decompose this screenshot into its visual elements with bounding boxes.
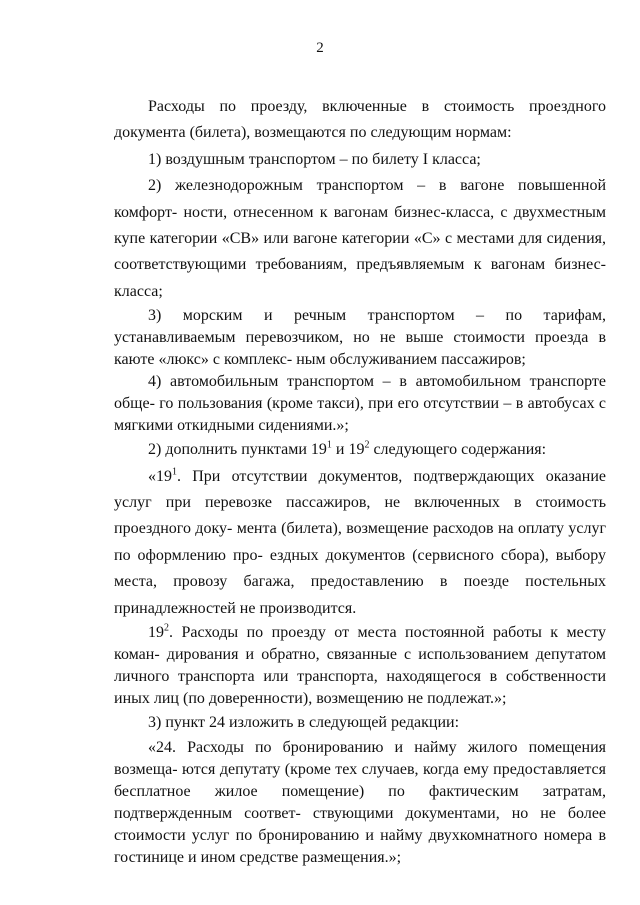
paragraph-air-transport: 1) воздушным транспортом – по билету I класса; [148,150,481,168]
paragraph-intro: Расходы по проезду, включенные в стоимость проездного документа (билета), возмещаются по следующим нормам: [114,98,606,142]
paragraph-sea-river-transport: 3) морским и речным транспортом – по тарифам, устанавливаемым перевозчиком, но не выше стоимости проезда в каюте «люкс» с комплекс- ным обслуживанием пассажиров; [114,307,606,369]
page-number: 2 [316,40,324,56]
paragraph-item-24: «24. Расходы по бронированию и найму жилого помещения возмеща- ются депутату (кроме тех случаев, когда ему предоставляется бесплатное жилое помещение) по фактическим затратам, подтвержденным соответ- ствующими документами, но не более стоимости услуг по бронированию и найму двухкомнатного номера в гостинице и ином средстве размещения.»; [114,738,607,866]
paragraph-item-19-2: $19^2$. Расходы по проезду от места постоянной работы к месту коман- дирования и обратно, связанные с использованием депутатом личного транспорта или транспорта, находящегося в собственности иных лиц (по доверенности), возмещению не подлежат.»; [114,622,607,708]
paragraph-item-24-heading: 3) пункт 24 изложить в следующей редакции: [148,714,460,732]
paragraph-road-transport: 4) автомобильным транспортом – в автомобильном транспорте обще- го пользования (кроме такси), при его отсутствии – в автобусах с мягкими откидными сидениями.»; [114,373,607,435]
paragraph-item-19-1: «$19^1$. При отсутствии документов, подтверждающих оказание услуг при перевозке пассажиров, не включенных в стоимость проездного доку- мента (билета), возмещение расходов на оплату услуг по оформлению про- ездных документов (сервисного сбора), выбору места, провозу багажа, предоставлению в поезде постельных принадлежностей не производится. [114,466,607,617]
paragraph-add-items: 2) дополнить пунктами $19^1$ и $19^2$ следующего содержания: [148,439,547,459]
document-body [114,94,606,869]
paragraph-rail-transport: 2) железнодорожным транспортом – в вагоне повышенной комфорт- ности, отнесенном к вагонам бизнес-класса, с двухместным купе категории «СВ» или вагоне категории «С» с местами для сидения, соответствующими требованиям, предъявляемым к вагонам бизнес-класса; [114,177,607,300]
